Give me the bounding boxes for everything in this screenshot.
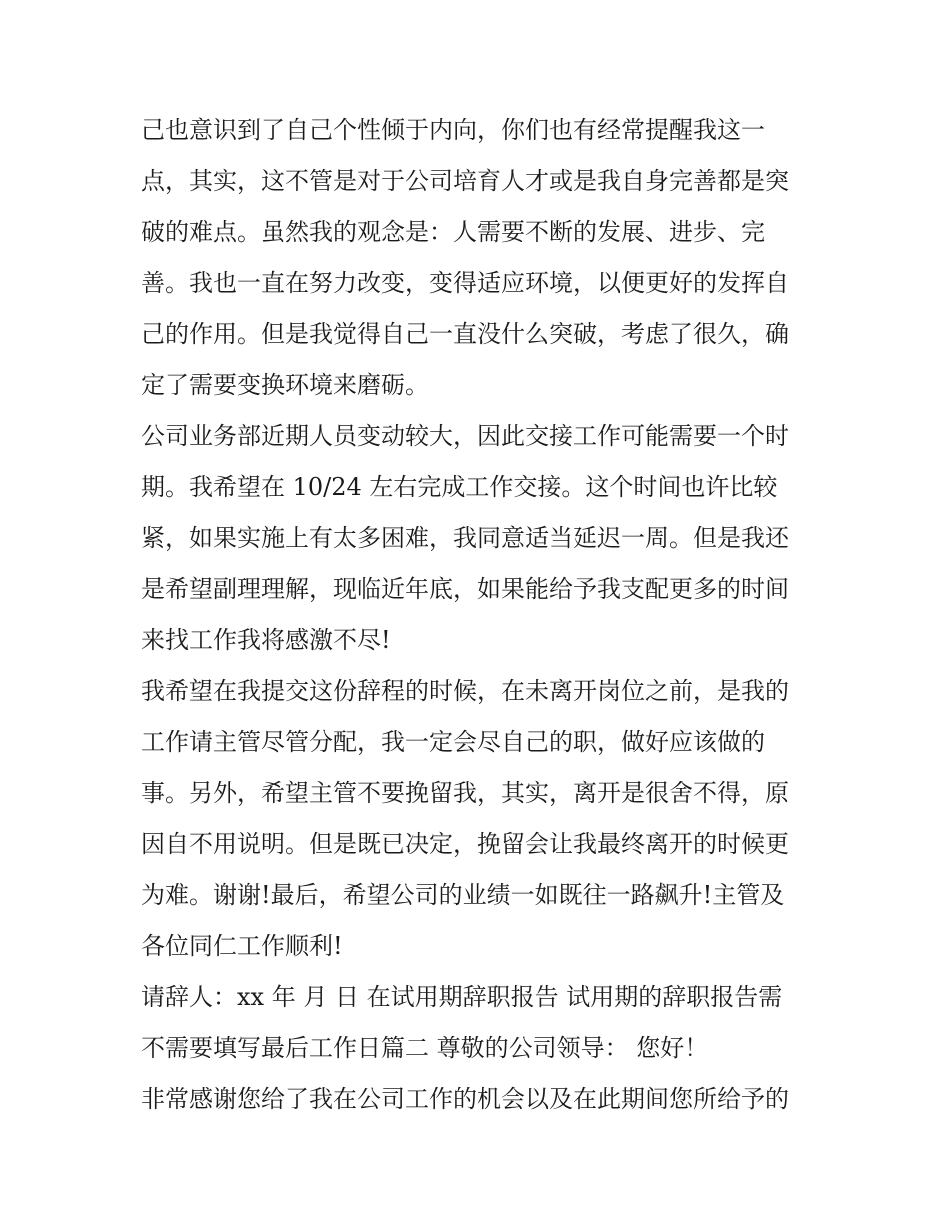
text-line: 善。我也一直在努力改变，变得适应环境，以便更好的发挥自: [141, 269, 789, 297]
text-line: 各位同仁工作顺利!: [141, 932, 343, 960]
paragraph-5: [141, 1074, 813, 1125]
paragraph-1: [141, 105, 813, 411]
paragraph-4: [141, 972, 813, 1074]
text-line: 非常感谢您给了我在公司工作的机会以及在此期间您所给予的: [141, 1085, 789, 1113]
text-line: 是希望副理理解，现临近年底，如果能给予我支配更多的时间: [141, 575, 789, 603]
text-line: 紧，如果实施上有太多困难，我同意适当延迟一周。但是我还: [141, 524, 789, 552]
text-line: 来找工作我将感激不尽!: [141, 626, 391, 654]
document-body: [141, 105, 813, 1125]
text-line: 己也意识到了自己个性倾于内向，你们也有经常提醒我这一: [141, 116, 765, 144]
text-line: 定了需要变换环境来磨砺。: [141, 371, 429, 399]
text-line: 不需要填写最后工作日篇二 尊敬的公司领导： 您好！: [141, 1034, 709, 1062]
text-line: 破的难点。虽然我的观念是：人需要不断的发展、进步、完: [141, 218, 765, 246]
text-line: 己的作用。但是我觉得自己一直没什么突破，考虑了很久，确: [141, 320, 789, 348]
text-line: 请辞人：xx 年 月 日 在试用期辞职报告 试用期的辞职报告需: [141, 983, 783, 1011]
paragraph-2: [141, 411, 813, 666]
text-line: 期。我希望在 10/24 左右完成工作交接。这个时间也许比较: [141, 473, 778, 501]
text-line: 为难。谢谢!最后，希望公司的业绩一如既往一路飙升!主管及: [141, 881, 785, 909]
text-line: 工作请主管尽管分配，我一定会尽自己的职，做好应该做的: [141, 728, 765, 756]
text-line: 事。另外，希望主管不要挽留我，其实，离开是很舍不得，原: [141, 779, 789, 807]
text-line: 点，其实，这不管是对于公司培育人才或是我自身完善都是突: [141, 167, 789, 195]
text-line: 我希望在我提交这份辞程的时候，在未离开岗位之前，是我的: [141, 677, 789, 705]
paragraph-3: [141, 666, 813, 972]
text-line: 因自不用说明。但是既已决定，挽留会让我最终离开的时候更: [141, 830, 789, 858]
text-line: 公司业务部近期人员变动较大，因此交接工作可能需要一个时: [141, 422, 789, 450]
